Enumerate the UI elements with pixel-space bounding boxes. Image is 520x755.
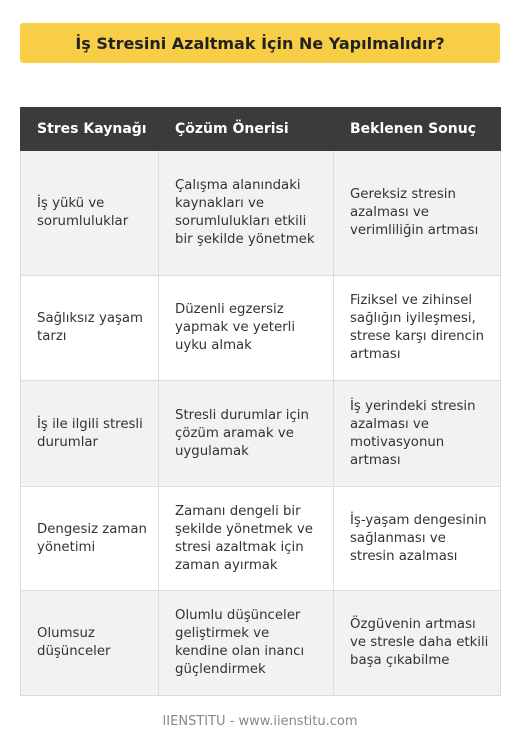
- header-solution: Çözüm Önerisi: [159, 108, 334, 151]
- cell-expected-result: Özgüvenin artması ve stresle daha etkili başa çıkabilme: [334, 591, 501, 696]
- footer-credit: IIENSTITU - www.iienstitu.com: [162, 714, 358, 729]
- cell-stress-source: Dengesiz zaman yönetimi: [21, 487, 159, 591]
- header-stress-source: Stres Kaynağı: [21, 108, 159, 151]
- cell-stress-source: İş ile ilgili stresli durumlar: [21, 381, 159, 487]
- table-row: [21, 591, 501, 696]
- cell-stress-source: Olumsuz düşünceler: [21, 591, 159, 696]
- page-title: İş Stresini Azaltmak İçin Ne Yapılmalıdır?: [75, 33, 445, 53]
- cell-stress-source: İş yükü ve sorumluluklar: [21, 151, 159, 276]
- cell-expected-result: Fiziksel ve zihinsel sağlığın iyileşmesi, strese karşı direncin artması: [334, 276, 501, 381]
- cell-expected-result: İş-yaşam dengesinin sağlanması ve stresin azalması: [334, 487, 501, 591]
- table-header-row: [21, 108, 501, 151]
- table-row: [21, 276, 501, 381]
- cell-solution: Stresli durumlar için çözüm aramak ve uygulamak: [159, 381, 334, 487]
- cell-expected-result: Gereksiz stresin azalması ve verimliliğin artması: [334, 151, 501, 276]
- header-expected-result: Beklenen Sonuç: [334, 108, 501, 151]
- cell-expected-result: İş yerindeki stresin azalması ve motivasyonun artması: [334, 381, 501, 487]
- cell-solution: Düzenli egzersiz yapmak ve yeterli uyku almak: [159, 276, 334, 381]
- stress-table: [20, 107, 501, 696]
- cell-solution: Zamanı dengeli bir şekilde yönetmek ve stresi azaltmak için zaman ayırmak: [159, 487, 334, 591]
- table-row: [21, 487, 501, 591]
- table-row: [21, 381, 501, 487]
- table-row: [21, 151, 501, 276]
- title-banner: [20, 23, 500, 63]
- cell-solution: Çalışma alanındaki kaynakları ve sorumlulukları etkili bir şekilde yönetmek: [159, 151, 334, 276]
- cell-stress-source: Sağlıksız yaşam tarzı: [21, 276, 159, 381]
- cell-solution: Olumlu düşünceler geliştirmek ve kendine olan inancı güçlendirmek: [159, 591, 334, 696]
